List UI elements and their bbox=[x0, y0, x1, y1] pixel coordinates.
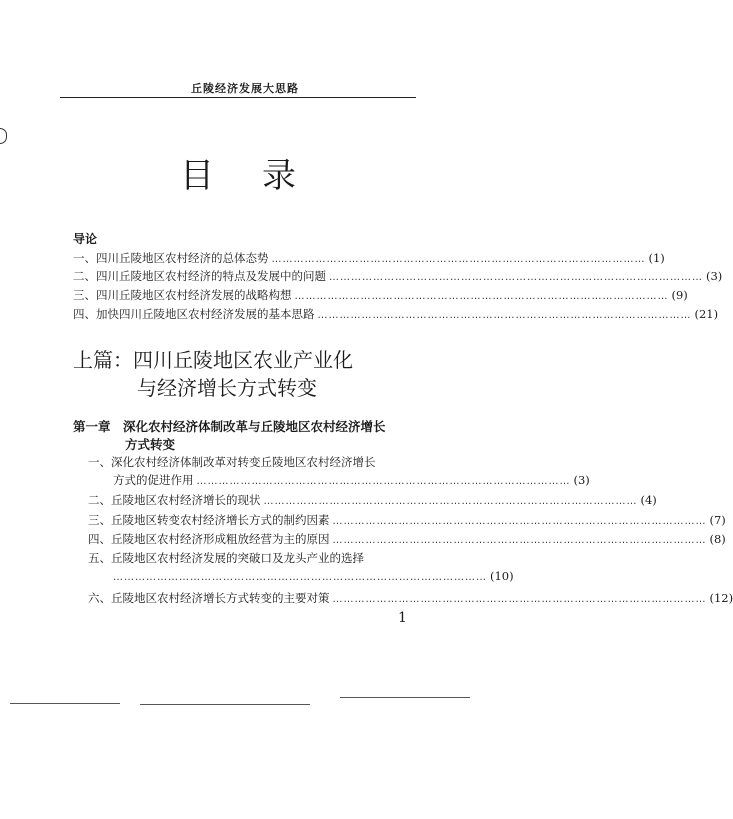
bottom-rule bbox=[340, 697, 470, 698]
toc-entry-label: 二、丘陵地区农村经济增长的现状 bbox=[88, 493, 261, 507]
dot-leader: ………………………………………………………………………………………… bbox=[113, 572, 487, 583]
toc-entry-page: (21) bbox=[694, 307, 719, 321]
toc-entry-page: (10) bbox=[490, 569, 514, 583]
dot-leader: ………………………………………………………………………………………… bbox=[329, 272, 703, 283]
dot-leader: ………………………………………………………………………………………… bbox=[263, 496, 638, 507]
toc-title: 目录 bbox=[180, 156, 344, 196]
header-rule bbox=[60, 97, 416, 98]
toc-entry-label: 二、四川丘陵地区农村经济的特点及发展中的问题 bbox=[73, 269, 326, 283]
toc-entry-label: 四、加快四川丘陵地区农村经济发展的基本思路 bbox=[73, 307, 315, 321]
toc-entry-label: 三、丘陵地区转变农村经济增长方式的制约因素 bbox=[88, 513, 330, 527]
toc-entry-label: 三、四川丘陵地区农村经济发展的战略构想 bbox=[73, 288, 292, 302]
dot-leader: ………………………………………………………………………………………… bbox=[332, 535, 707, 546]
toc-entry-label: 六、丘陵地区农村经济增长方式转变的主要对策 bbox=[88, 591, 330, 605]
part-title-continued: 与经济增长方式转变 bbox=[137, 376, 317, 400]
toc-entry-label[interactable]: 一、深化农村经济体制改革对转变丘陵地区农村经济增长 bbox=[88, 455, 376, 469]
toc-entry-page: (9) bbox=[671, 288, 688, 302]
toc-entry[interactable] bbox=[73, 287, 688, 303]
toc-entry-page: (3) bbox=[573, 473, 590, 487]
margin-mark bbox=[0, 128, 7, 144]
intro-heading: 导论 bbox=[73, 232, 98, 246]
toc-entry-label: 一、四川丘陵地区农村经济的总体态势 bbox=[73, 251, 269, 265]
toc-entry[interactable] bbox=[88, 512, 726, 528]
toc-entry-page: (4) bbox=[640, 493, 657, 507]
toc-entry-label: 方式的促进作用 bbox=[113, 473, 194, 487]
chapter-title-continued: 方式转变 bbox=[125, 437, 176, 452]
toc-entry-page: (3) bbox=[706, 269, 723, 283]
dot-leader: ………………………………………………………………………………………… bbox=[332, 516, 707, 527]
dot-leader: ………………………………………………………………………………………… bbox=[271, 254, 646, 265]
toc-entry-page: (7) bbox=[709, 513, 726, 527]
toc-entry[interactable] bbox=[73, 250, 665, 266]
toc-entry[interactable] bbox=[88, 590, 733, 606]
toc-entry-label[interactable]: 五、丘陵地区农村经济发展的突破口及龙头产业的选择 bbox=[88, 551, 364, 565]
toc-entry[interactable] bbox=[113, 472, 590, 488]
toc-entry-page: (8) bbox=[709, 532, 726, 546]
page-number: 1 bbox=[398, 610, 407, 626]
toc-entry-page: (12) bbox=[709, 591, 733, 605]
chapter-title: 第一章 深化农村经济体制改革与丘陵地区农村经济增长 bbox=[73, 419, 386, 434]
dot-leader: ………………………………………………………………………………………… bbox=[196, 476, 571, 487]
dot-leader: ………………………………………………………………………………………… bbox=[317, 310, 692, 321]
dot-leader: ………………………………………………………………………………………… bbox=[294, 291, 669, 302]
toc-entry[interactable] bbox=[113, 569, 514, 585]
bottom-rule bbox=[140, 704, 310, 705]
toc-entry-page: (1) bbox=[648, 251, 665, 265]
toc-entry-label: 四、丘陵地区农村经济形成粗放经营为主的原因 bbox=[88, 532, 330, 546]
toc-entry[interactable] bbox=[73, 306, 719, 322]
part-title: 上篇：四川丘陵地区农业产业化 bbox=[73, 348, 353, 372]
bottom-rule bbox=[10, 703, 120, 704]
dot-leader: ………………………………………………………………………………………… bbox=[332, 594, 707, 605]
toc-entry[interactable] bbox=[88, 531, 726, 547]
running-head: 丘陵经济发展大思路 bbox=[191, 82, 299, 95]
toc-entry[interactable] bbox=[88, 492, 657, 508]
toc-entry[interactable] bbox=[73, 268, 723, 284]
